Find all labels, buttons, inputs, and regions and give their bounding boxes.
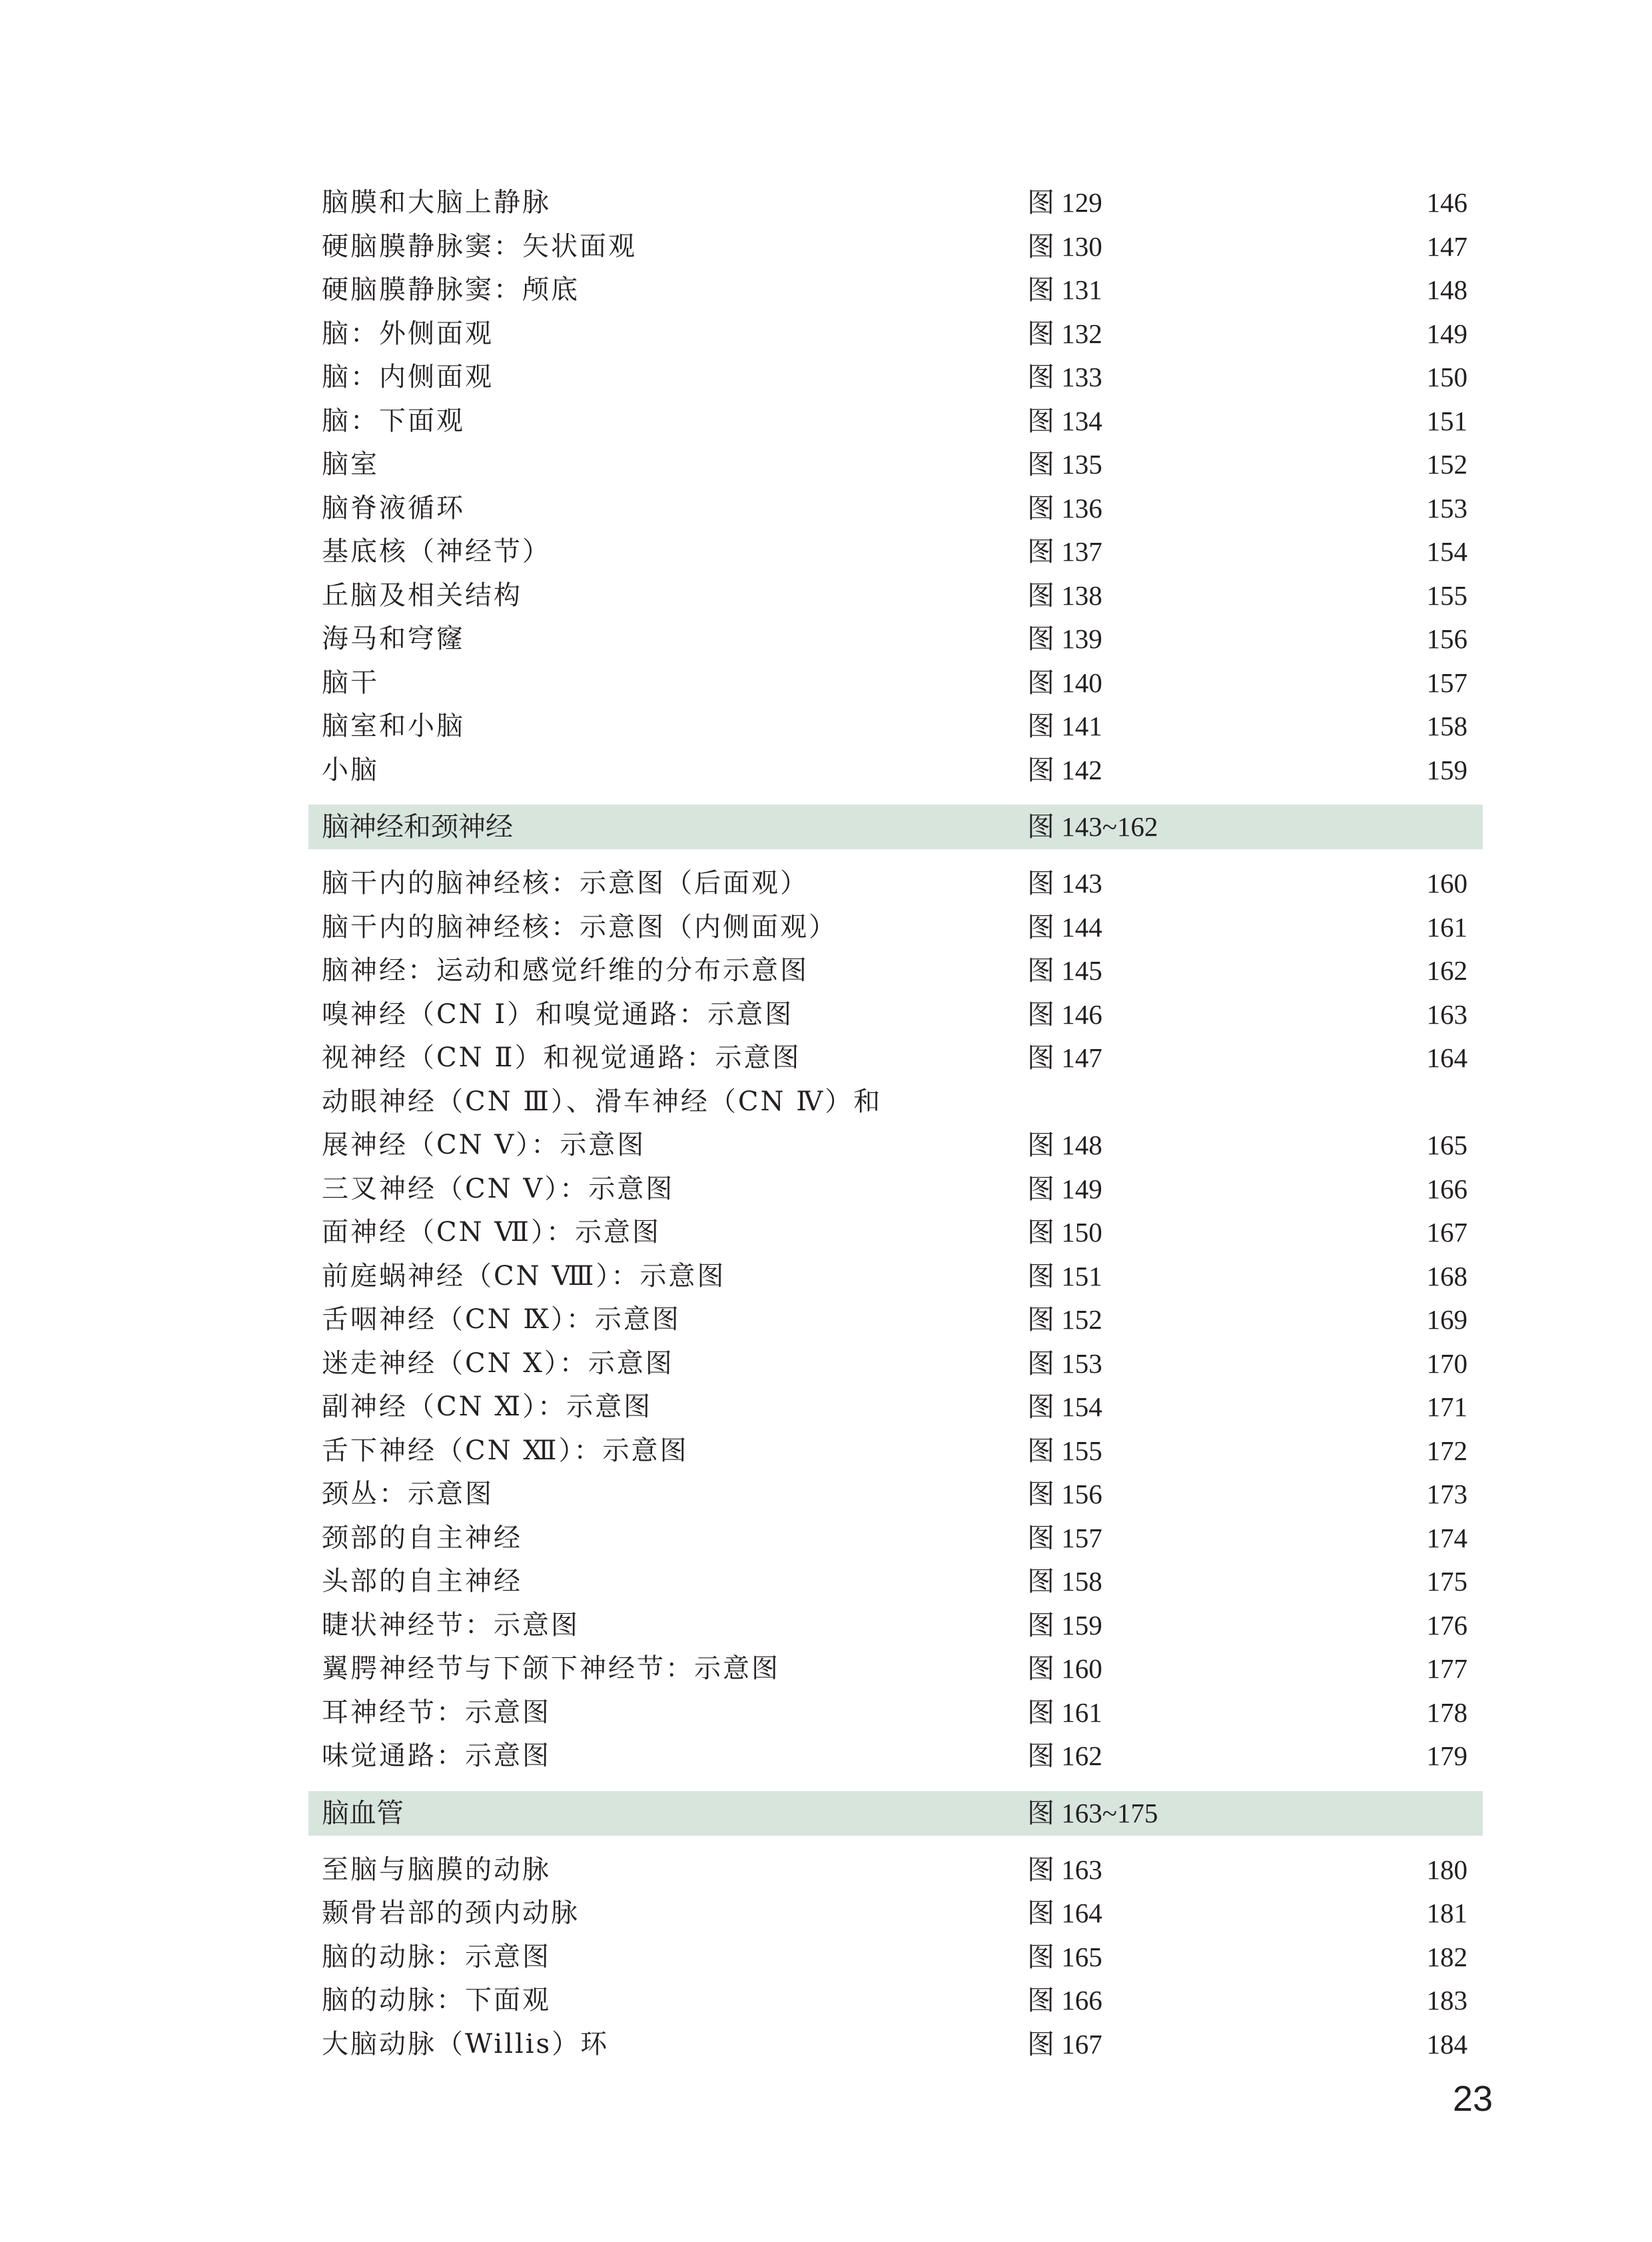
toc-entry[interactable]: [308, 617, 1483, 661]
toc-entry[interactable]: [308, 661, 1483, 705]
entry-figure-number: 图 159: [1027, 1609, 1102, 1641]
toc-entry[interactable]: [308, 1473, 1483, 1517]
entry-title: 至脑与脑膜的动脉: [322, 1854, 551, 1885]
entry-page-number: 182: [1426, 1941, 1467, 1972]
toc-entry[interactable]: [308, 1385, 1483, 1429]
entry-title: 小脑: [322, 754, 379, 785]
toc-entry[interactable]: [308, 1080, 1483, 1124]
toc-entry[interactable]: [308, 268, 1483, 312]
entry-page-number: 183: [1426, 1985, 1467, 2016]
toc-entry[interactable]: [308, 1979, 1483, 2023]
entry-figure-number: 图 148: [1027, 1130, 1102, 1160]
entry-title: 睫状神经节：示意图: [322, 1609, 580, 1641]
entry-figure-number: 图 163: [1027, 1854, 1102, 1885]
entry-figure-number: 图 167: [1027, 2028, 1102, 2059]
entry-figure-number: 图 140: [1027, 667, 1102, 698]
entry-figure-number: 图 156: [1027, 1479, 1102, 1509]
section-title: 脑神经和颈神经: [322, 811, 513, 843]
entry-title: 前庭蜗神经（CN Ⅷ）：示意图: [322, 1260, 726, 1292]
toc-entry[interactable]: [308, 906, 1483, 950]
toc-entry[interactable]: [308, 949, 1483, 993]
entry-title: 嗅神经（CN Ⅰ）和嗅觉通路：示意图: [322, 998, 794, 1030]
toc-entry[interactable]: [308, 574, 1483, 618]
entry-page-number: 178: [1426, 1696, 1467, 1728]
entry-page-number: 154: [1426, 536, 1467, 567]
entry-title: 脑干内的脑神经核：示意图（后面观）: [322, 868, 809, 899]
entry-page-number: 147: [1426, 230, 1467, 262]
entry-page-number: 171: [1426, 1391, 1467, 1422]
toc-entry[interactable]: [308, 1168, 1483, 1212]
section-figure-range: 图 143~162: [1027, 811, 1158, 842]
entry-figure-number: 图 154: [1027, 1391, 1102, 1422]
toc-entry[interactable]: [308, 530, 1483, 574]
entry-figure-number: 图 153: [1027, 1347, 1102, 1379]
toc-entry[interactable]: [308, 1429, 1483, 1473]
entry-page-number: 168: [1426, 1260, 1467, 1292]
toc-entry[interactable]: [308, 1298, 1483, 1342]
toc-entry[interactable]: [308, 181, 1483, 225]
entry-page-number: 166: [1426, 1173, 1467, 1204]
entry-title: 脑的动脉：下面观: [322, 1985, 551, 2016]
entry-page-number: 170: [1426, 1347, 1467, 1379]
entry-page-number: 163: [1426, 998, 1467, 1030]
toc-entry[interactable]: [308, 1691, 1483, 1735]
entry-title: 翼腭神经节与下颌下神经节：示意图: [322, 1653, 780, 1684]
entry-title: 副神经（CN Ⅺ）：示意图: [322, 1391, 653, 1422]
toc-entry[interactable]: [308, 1848, 1483, 1892]
entry-title: 丘脑及相关结构: [322, 579, 522, 611]
entry-page-number: 169: [1426, 1304, 1467, 1335]
entry-page-number: 151: [1426, 405, 1467, 436]
entry-title: 脑室: [322, 449, 379, 480]
entry-page-number: 179: [1426, 1740, 1467, 1771]
entry-title: 舌下神经（CN Ⅻ）：示意图: [322, 1435, 689, 1466]
section-header: [308, 1791, 1483, 1836]
entry-title: 脑干内的脑神经核：示意图（内侧面观）: [322, 911, 837, 942]
entry-figure-number: 图 160: [1027, 1653, 1102, 1684]
entry-page-number: 150: [1426, 362, 1467, 392]
entry-title: 基底核（神经节）: [322, 536, 551, 567]
entry-page-number: 180: [1426, 1854, 1467, 1885]
entry-page-number: 153: [1426, 492, 1467, 524]
entry-page-number: 156: [1426, 623, 1467, 654]
entry-page-number: 162: [1426, 955, 1467, 986]
toc-entry[interactable]: [308, 1936, 1483, 1980]
entry-page-number: 160: [1426, 868, 1467, 899]
entry-page-number: 146: [1426, 187, 1467, 218]
entry-title: 脑：外侧面观: [322, 318, 494, 349]
entry-figure-number: 图 133: [1027, 362, 1102, 392]
entry-title: 硬脑膜静脉窦：颅底: [322, 274, 580, 305]
entry-title: 脑：内侧面观: [322, 362, 494, 392]
entry-figure-number: 图 138: [1027, 579, 1102, 611]
entry-figure-number: 图 135: [1027, 449, 1102, 480]
entry-title: 脑：下面观: [322, 405, 465, 436]
section-title: 脑血管: [322, 1796, 404, 1829]
entry-page-number: 161: [1426, 911, 1467, 942]
toc-entry[interactable]: [308, 443, 1483, 487]
entry-page-number: 184: [1426, 2028, 1467, 2059]
entry-page-number: 172: [1426, 1435, 1467, 1466]
entry-title: 脑神经：运动和感觉纤维的分布示意图: [322, 955, 809, 986]
entry-page-number: 174: [1426, 1522, 1467, 1553]
entry-title: 展神经（CN Ⅴ）：示意图: [322, 1130, 646, 1160]
toc-entry[interactable]: [308, 2023, 1483, 2067]
toc-entry[interactable]: [308, 749, 1483, 793]
entry-page-number: 152: [1426, 449, 1467, 480]
entry-title: 舌咽神经（CN Ⅸ）：示意图: [322, 1304, 681, 1335]
entry-page-number: 167: [1426, 1217, 1467, 1248]
entry-title: 三叉神经（CN Ⅴ）：示意图: [322, 1173, 675, 1204]
section-figure-range: 图 163~175: [1027, 1797, 1158, 1828]
entry-title: 脑脊液循环: [322, 492, 465, 524]
entry-figure-number: 图 146: [1027, 998, 1102, 1030]
entry-title: 脑的动脉：示意图: [322, 1941, 551, 1972]
entry-figure-number: 图 155: [1027, 1435, 1102, 1466]
toc-entry[interactable]: [308, 1734, 1483, 1778]
entry-figure-number: 图 136: [1027, 492, 1102, 524]
entry-page-number: 159: [1426, 754, 1467, 785]
entry-page-number: 158: [1426, 711, 1467, 741]
entry-page-number: 165: [1426, 1130, 1467, 1160]
entry-title: 脑室和小脑: [322, 711, 465, 741]
entry-page-number: 177: [1426, 1653, 1467, 1684]
toc-entry[interactable]: [308, 356, 1483, 400]
toc-entry[interactable]: [308, 1342, 1483, 1386]
entry-title: 硬脑膜静脉窦：矢状面观: [322, 230, 637, 262]
entry-title: 头部的自主神经: [322, 1566, 522, 1597]
entry-figure-number: 图 134: [1027, 405, 1102, 436]
toc-entry[interactable]: [308, 862, 1483, 906]
toc-entry[interactable]: [308, 1647, 1483, 1691]
entry-figure-number: 图 166: [1027, 1985, 1102, 2016]
entry-title: 颈部的自主神经: [322, 1522, 522, 1553]
entry-page-number: 176: [1426, 1609, 1467, 1641]
toc-entry[interactable]: [308, 1211, 1483, 1255]
entry-figure-number: 图 164: [1027, 1898, 1102, 1928]
entry-title: 脑膜和大脑上静脉: [322, 187, 551, 218]
entry-page-number: 149: [1426, 318, 1467, 349]
entry-title: 颞骨岩部的颈内动脉: [322, 1898, 580, 1928]
entry-figure-number: 图 147: [1027, 1042, 1102, 1073]
entry-figure-number: 图 143: [1027, 868, 1102, 899]
entry-page-number: 181: [1426, 1898, 1467, 1928]
entry-figure-number: 图 161: [1027, 1696, 1102, 1728]
entry-figure-number: 图 131: [1027, 274, 1102, 305]
entry-figure-number: 图 129: [1027, 187, 1102, 218]
entry-figure-number: 图 137: [1027, 536, 1102, 567]
entry-figure-number: 图 132: [1027, 318, 1102, 349]
toc-entry[interactable]: [308, 225, 1483, 269]
toc-entry[interactable]: [308, 705, 1483, 749]
entry-title: 动眼神经（CN Ⅲ）、滑车神经（CN Ⅳ）和: [322, 1086, 883, 1117]
entry-title: 视神经（CN Ⅱ）和视觉通路：示意图: [322, 1042, 801, 1073]
entry-title: 脑干: [322, 667, 379, 698]
entry-title: 耳神经节：示意图: [322, 1696, 551, 1728]
entry-figure-number: 图 157: [1027, 1522, 1102, 1553]
entry-page-number: 157: [1426, 667, 1467, 698]
entry-title: 面神经（CN Ⅶ）：示意图: [322, 1217, 661, 1248]
entry-figure-number: 图 150: [1027, 1217, 1102, 1248]
entry-title: 迷走神经（CN Ⅹ）：示意图: [322, 1347, 674, 1379]
entry-page-number: 164: [1426, 1042, 1467, 1073]
entry-figure-number: 图 139: [1027, 623, 1102, 654]
toc-entry[interactable]: [308, 993, 1483, 1037]
toc-entry[interactable]: [308, 1560, 1483, 1604]
toc-entry[interactable]: [308, 1604, 1483, 1648]
entry-page-number: 155: [1426, 579, 1467, 611]
entry-figure-number: 图 149: [1027, 1173, 1102, 1204]
toc-entry[interactable]: [308, 1517, 1483, 1561]
entry-figure-number: 图 151: [1027, 1260, 1102, 1292]
entry-figure-number: 图 165: [1027, 1941, 1102, 1972]
toc-entry[interactable]: [308, 400, 1483, 444]
entry-page-number: 173: [1426, 1479, 1467, 1509]
page-number: 23: [1452, 2079, 1493, 2119]
entry-figure-number: 图 141: [1027, 711, 1102, 741]
toc-entry[interactable]: [308, 312, 1483, 356]
entry-figure-number: 图 162: [1027, 1740, 1102, 1771]
toc-entry[interactable]: [308, 1036, 1483, 1080]
entry-figure-number: 图 152: [1027, 1304, 1102, 1335]
toc-entry[interactable]: [308, 487, 1483, 531]
toc-entry[interactable]: [308, 1124, 1483, 1168]
toc-entry[interactable]: [308, 1892, 1483, 1936]
entry-figure-number: 图 158: [1027, 1566, 1102, 1597]
entry-title: 海马和穹窿: [322, 623, 465, 654]
entry-figure-number: 图 130: [1027, 230, 1102, 262]
table-of-contents: [308, 181, 1483, 2066]
section-header: [308, 805, 1483, 849]
entry-title: 大脑动脉（Willis）环: [322, 2028, 610, 2059]
entry-figure-number: 图 145: [1027, 955, 1102, 986]
entry-figure-number: 图 142: [1027, 754, 1102, 785]
entry-page-number: 175: [1426, 1566, 1467, 1597]
entry-figure-number: 图 144: [1027, 911, 1102, 942]
toc-entry[interactable]: [308, 1255, 1483, 1299]
entry-page-number: 148: [1426, 274, 1467, 305]
entry-title: 颈丛：示意图: [322, 1479, 494, 1509]
entry-title: 味觉通路：示意图: [322, 1740, 551, 1771]
